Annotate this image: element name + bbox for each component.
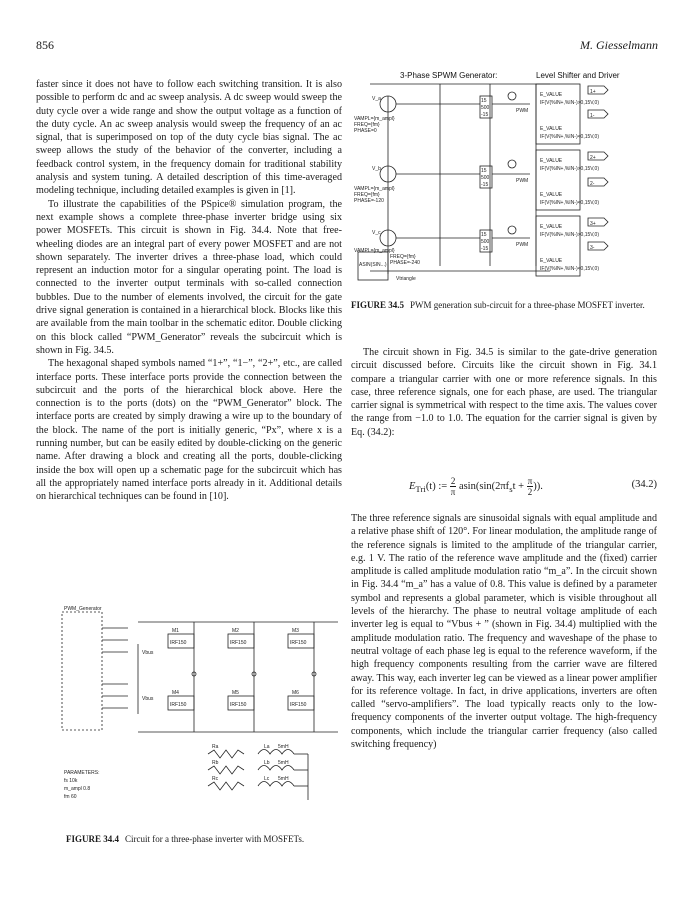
comparator-value: -15 bbox=[481, 246, 489, 252]
load-rc: Rc bbox=[212, 776, 219, 782]
driver-port-1m: 1- bbox=[590, 113, 595, 119]
param-m-ampl: m_ampl 0.8 bbox=[64, 786, 91, 792]
eq-lhs-sub: Tri bbox=[415, 484, 426, 494]
right-column-top bbox=[351, 346, 657, 439]
source-c-phase: PHASE=-240 bbox=[390, 260, 420, 266]
inverter-schematic-drawing bbox=[58, 604, 348, 814]
param-fm: fm 60 bbox=[64, 794, 77, 800]
left-column bbox=[36, 78, 342, 504]
source-c-freq: FREQ={fm} bbox=[390, 254, 416, 260]
figure-34-4-schematic bbox=[58, 604, 348, 814]
comparator-value: -15 bbox=[481, 112, 489, 118]
eq-asin: asin bbox=[458, 480, 476, 492]
figure-34-5-schematic bbox=[350, 66, 658, 286]
mosfet-m3: M3 bbox=[292, 628, 299, 634]
source-b-name: V_b bbox=[372, 166, 381, 172]
source-a-phase: PHASE=0 bbox=[354, 128, 377, 134]
evalue-label: E_VALUE bbox=[540, 224, 563, 230]
eq-inner-den: 2 bbox=[527, 487, 533, 497]
running-header-author: M. Giesselmann bbox=[580, 38, 658, 52]
block-name: PWM_Generator bbox=[64, 606, 102, 612]
mosfet-part: IRF150 bbox=[290, 640, 307, 646]
eq-frac-den: π bbox=[450, 487, 456, 497]
mosfet-m1: M1 bbox=[172, 628, 179, 634]
source-a-freq: FREQ={fm} bbox=[354, 122, 380, 128]
evalue-expr: IF(V(%IN+,%IN-)>0,15V,0) bbox=[540, 232, 600, 238]
fig5-title-left: 3-Phase SPWM Generator: bbox=[400, 71, 498, 80]
load-lc: Lc bbox=[264, 776, 270, 782]
evalue-label: E_VALUE bbox=[540, 126, 563, 132]
eq-t: t + bbox=[512, 480, 525, 492]
mosfet-m4: M4 bbox=[172, 690, 179, 696]
comparator-value: 500 bbox=[481, 175, 490, 181]
paragraph: faster since it does not have to follow each switching transition. It is also possible to perform dc and ac sweep analysis. A dc sweep would sweep the duty cycle over a wide range and show the output voltage as a function of the duty cycle. An ac sweep analysis would sweep the frequency of an ac signal, that is superimposed on top of the duty cycle bias signal. The ac sweep allows the study of the behavior of the converter, including a feedback control system, in the frequency domain for traditional stability analysis and system tuning. A detailed description of this time-averaged modeling technique, including detailed examples is given in [1]. bbox=[36, 79, 342, 197]
source-a-ampl: VAMPL={m_ampl} bbox=[354, 116, 395, 122]
mosfet-m6: M6 bbox=[292, 690, 299, 696]
load-value: 5mH bbox=[278, 776, 289, 782]
figure-label: FIGURE 34.5 bbox=[351, 300, 405, 310]
mosfet-part: IRF150 bbox=[230, 702, 247, 708]
fig5-title-right: Level Shifter and Driver bbox=[536, 71, 620, 80]
comparator-value: 15 bbox=[481, 232, 487, 238]
evalue-expr: IF(V(%IN+,%IN-)<0,15V,0) bbox=[540, 200, 600, 206]
source-b-freq: FREQ={fm} bbox=[354, 192, 380, 198]
right-column-bottom bbox=[351, 512, 657, 751]
eq-sin: sin bbox=[479, 480, 492, 492]
evalue-label: E_VALUE bbox=[540, 258, 563, 264]
figure-34-4-caption bbox=[66, 834, 356, 846]
comparator-label: PWM bbox=[516, 108, 529, 114]
bus-label: Vbus bbox=[142, 650, 154, 656]
eq-lhs: E bbox=[409, 480, 416, 492]
paragraph: To illustrate the capabilities of the PSpice® simulation program, the next example shows a complete three-phase inverter bridge using six power MOSFETs. This circuit is shown in Fig. 34.4. Note that free-wheeling diodes are an integral part of every power MOSFET and are not shown separately. The inverter drives a three-phase load, which could represent an induction motor for a singular operating point. The load is connected to the inverter output terminals with so-called connection bubbles. Due to the number of elements involved, the circuit for the gate drive signal generation is contained in a hierarchical block. Blocks like this are available from the main toolbar in the schematic editor. Double clicking on this block called “PWM_Generator” reveals the subcircuit which is shown in Fig. 34.5. bbox=[36, 198, 342, 356]
figure-caption-text: Circuit for a three-phase inverter with MOSFETs. bbox=[125, 834, 305, 844]
mosfet-part: IRF150 bbox=[230, 640, 247, 646]
pwm-schematic-drawing bbox=[350, 66, 658, 286]
comparator-value: -15 bbox=[481, 182, 489, 188]
equation-number: (34.2) bbox=[631, 479, 657, 490]
eq-omega-sub: s bbox=[509, 484, 513, 494]
eq-fraction bbox=[450, 476, 457, 497]
driver-port-2m: 2- bbox=[590, 181, 595, 187]
evalue-label: E_VALUE bbox=[540, 92, 563, 98]
figure-34-5-caption bbox=[351, 300, 657, 312]
driver-port-3m: 3- bbox=[590, 245, 595, 251]
mosfet-part: IRF150 bbox=[290, 702, 307, 708]
driver-port-3p: 3+ bbox=[590, 221, 596, 227]
carrier-label: Vtriangle bbox=[396, 276, 416, 282]
evalue-expr: IF(V(%IN+,%IN-)<0,15V,0) bbox=[540, 134, 600, 140]
eq-frac-num: 2 bbox=[450, 476, 456, 486]
figure-caption-text: PWM generation sub-circuit for a three-phase MOSFET inverter. bbox=[410, 300, 645, 310]
comparator-label: PWM bbox=[516, 242, 529, 248]
bus-label: Vbus bbox=[142, 696, 154, 702]
eq-inner-num: π bbox=[527, 476, 533, 486]
source-b-ampl: VAMPL={m_ampl} bbox=[354, 186, 395, 192]
mosfet-part: IRF150 bbox=[170, 702, 187, 708]
source-c-name: V_c bbox=[372, 230, 381, 236]
figure-label: FIGURE 34.4 bbox=[66, 834, 120, 844]
comparator-value: 15 bbox=[481, 168, 487, 174]
evalue-label: E_VALUE bbox=[540, 192, 563, 198]
load-ra: Ra bbox=[212, 744, 219, 750]
paragraph: The circuit shown in Fig. 34.5 is similar to the gate-drive generation circuit discussed before. Circuits like the circuit shown in Fig. 34.1 compare a triangular carrier with one or more reference signals. In this case, three reference signals, one for each phase, are used. The triangular carrier signal is symmetrical with respect to the time axis. The values cover the range from −1.0 to 1.0. The equation for the carrier signal is given by Eq. (34.2): bbox=[351, 347, 657, 438]
load-lb: Lb bbox=[264, 760, 270, 766]
evalue-label: E_VALUE bbox=[540, 158, 563, 164]
evalue-expr: IF(V(%IN+,%IN-)>0,15V,0) bbox=[540, 166, 600, 172]
load-value: 5mH bbox=[278, 760, 289, 766]
driver-port-1p: 1+ bbox=[590, 89, 596, 95]
source-b-phase: PHASE=-120 bbox=[354, 198, 384, 204]
evalue-expr: IF(V(%IN+,%IN-)>0,15V,0) bbox=[540, 100, 600, 106]
eq-lhs-rest: (t) := bbox=[425, 480, 448, 492]
params-title: PARAMETERS: bbox=[64, 770, 100, 776]
eq-inner-fraction bbox=[527, 476, 534, 497]
equation-expression: $E_{Tri}(t)$ := $\frac{2}{\pi} asin(\sin(2\pi f_st$ + $\frac{\pi}{2}$)). bbox=[409, 476, 543, 497]
comparator-value: 15 bbox=[481, 98, 487, 104]
carrier-param: ASIN(SIN...) bbox=[359, 262, 387, 268]
comparator-value: 500 bbox=[481, 239, 490, 245]
comparator-value: 500 bbox=[481, 105, 490, 111]
page-number: 856 bbox=[36, 38, 54, 52]
evalue-expr: IF(V(%IN+,%IN-)<0,15V,0) bbox=[540, 266, 600, 272]
load-rb: Rb bbox=[212, 760, 219, 766]
param-fs: fs 10k bbox=[64, 778, 78, 784]
paragraph: The three reference signals are sinusoidal signals with equal amplitude and a relative phase shift of 120°. For linear modulation, the amplitude range of the reference signals is limited to the amplitude of the triangular carrier, e.g. 1 V. The ratio of the reference wave amplitude and the (fixed) carrier amplitude is called amplitude modulation ratio “m_a”. In the circuit shown in Fig. 34.4 “m_a” has a value of 0.8. This value is defined by a parameter symbol and represents a global parameter, which is visible throughout all levels of the hierarchy. The phase to neutral voltage amplitude of each inverter leg is equal to “Vbus + ” (shown in Fig. 34.4) multiplied with the amplitude modulation ratio. The frequency and waveshape of the phase to neutral voltage of each phase leg is equal to the reference waveform, if the high frequency components resulting from the carrier wave are filtered away. This way, each inverter leg can be viewed as a linear power amplifier for its reference voltage. In fact, in drive applications, inverters are often called “servo-amplifiers”. The load typically reacts only to the low-frequency components of the inverter output voltage. The high-frequency components, which include the triangular carrier frequency (also called switching frequency) bbox=[351, 513, 657, 751]
mosfet-part: IRF150 bbox=[170, 640, 187, 646]
eq-omega: 2πf bbox=[495, 480, 510, 492]
mosfet-m5: M5 bbox=[232, 690, 239, 696]
load-la: La bbox=[264, 744, 270, 750]
driver-port-2p: 2+ bbox=[590, 155, 596, 161]
equation-34-2 bbox=[351, 470, 657, 502]
load-value: 5mH bbox=[278, 744, 289, 750]
source-c-ampl: VAMPL={m_ampl} bbox=[354, 248, 395, 254]
mosfet-m2: M2 bbox=[232, 628, 239, 634]
comparator-label: PWM bbox=[516, 178, 529, 184]
paragraph: The hexagonal shaped symbols named “1+”, “1−”, “2+”, etc., are called interface ports. These interface ports provide the connection between the subcircuit and the ports of the hierarchical block above. Here the connection is to the ports (dots) on the “PWM_Generator” block. The interface ports are created by simply drawing a wire up to the boundary of the block. The name of the port is initially generic, “Px”, where x is a running number, but can be easily edited by double-clicking on the generic name. After drawing a block and creating all the ports, double-clicking inside the box will open up a schematic page for the subcircuit which has all the appropriately named interface ports already in it. Additional details on hierarchical techniques can be found in [10]. bbox=[36, 358, 342, 503]
source-a-name: V_a bbox=[372, 96, 381, 102]
